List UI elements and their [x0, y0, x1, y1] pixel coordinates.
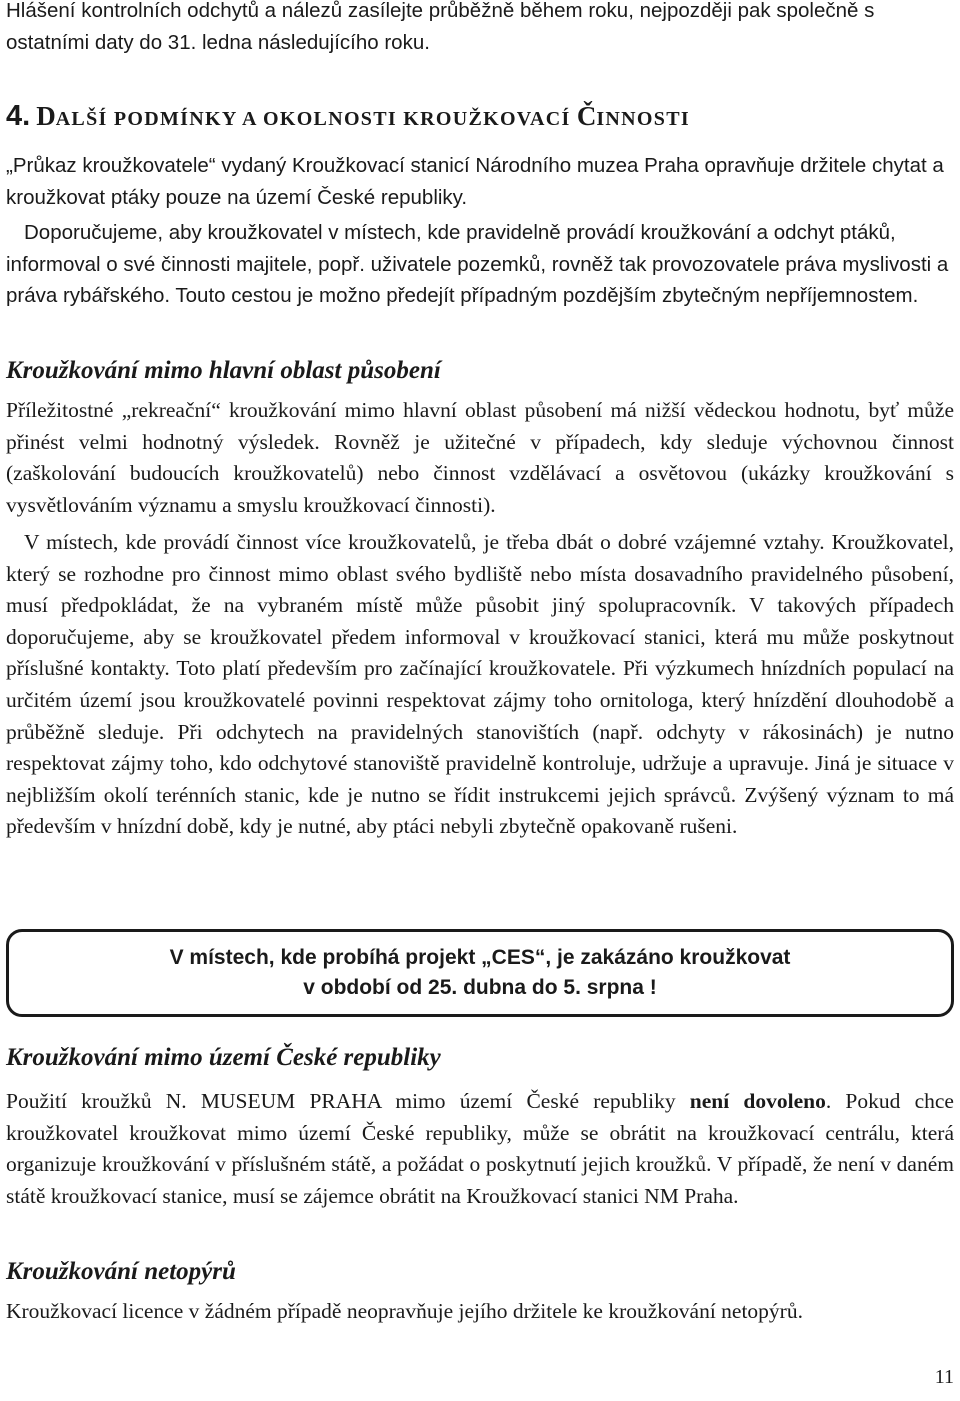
section-number: 4.: [6, 100, 31, 132]
intro-paragraph: Hlášení kontrolních odchytů a nálezů zasílejte průběžně během roku, nejpozději pak společně s ostatními daty do 31. ledna následujícího roku.: [6, 0, 875, 54]
ces-warning-line-2: v období od 25. dubna do 5. srpna !: [303, 976, 657, 999]
outside-cz-text-end: . Pokud chce kroužkovatel kroužkovat mimo území České republiky, může se obrátit na kroužkovací centrálu, která organizuje kroužkování v příslušném státě, a požádat o poskytnutí jejich kroužků. V případě, že není v daném státě kroužkovací stanice, musí se zájemce obrátit na Kroužkovací stanici NM Praha.: [6, 1089, 954, 1208]
licence-paragraph: „Průkaz kroužkovatele“ vydaný Kroužkovací stanicí Národního muzea Praha opravňuje držitele chytat a kroužkovat ptáky pouze na území České republiky.: [6, 154, 944, 209]
ces-warning-line-1: V místech, kde probíhá projekt „CES“, je zakázáno kroužkovat: [169, 946, 791, 969]
section-4-heading: [6, 100, 956, 133]
section-title-initial-2: Č: [576, 101, 597, 131]
section-title-initial: D: [36, 101, 56, 131]
outside-cz-heading: Kroužkování mimo území České republiky: [6, 1044, 441, 1071]
recommendation-paragraph: Doporučujeme, aby kroužkovatel v místech, kde pravidelně provádí kroužkování a odchyt ptáků, informoval o své činnosti majitele, popř. uživatele pozemků, rovněž tak provozovatele práva myslivosti a práva rybářského. Touto cestou je možno předejít případným pozdějším zbytečným nepříjemnostem.: [6, 221, 949, 307]
outside-main-area-heading: Kroužkování mimo hlavní oblast působení: [6, 357, 441, 384]
outside-cz-paragraph: [6, 1086, 954, 1212]
bats-heading: Kroužkování netopýrů: [6, 1258, 236, 1285]
outside-cz-text-start: Použití kroužků N. MUSEUM PRAHA mimo území České republiky: [6, 1089, 690, 1113]
section-title-part: ALŠÍ PODMÍNKY A OKOLNOSTI KROUŽKOVACÍ: [55, 108, 577, 130]
not-allowed-emphasis: není dovoleno: [689, 1089, 826, 1113]
outside-main-area-paragraph-2: V místech, kde provádí činnost více kroužkovatelů, je třeba dbát o dobré vzájemné vztahy. Kroužkovatel, který se rozhodne pro činnost mimo oblast svého bydliště nebo místa dosavadního pravidelného působení, musí předpokládat, že na vybraném místě může působit jiný spolupracovník. V takových případech doporučujeme, aby se kroužkovatel předem informoval v kroužkovací stanici, která mu může poskytnout příslušné kontakty. Toto platí především pro začínající kroužkovatele. Při výzkumech hnízdních populací na určitém území jsou kroužkovatelé povinni respektovat zájmy toho ornitologa, který hnízdění dlouhodobě a průběžně sleduje. Při odchytech na pravidelných stanovištích (např. odchyty v rákosinách) je nutno respektovat zájmy toho, kdo odchytové stanoviště pravidelně kontroluje, udržuje a upravuje. Jiná je situace v nejbližším okolí terénních stanic, kde je nutno se řídit instrukcemi jejich správců. Zvýšený význam to má především v hnízdní době, kdy je nutné, aby ptáci nebyli zbytečně opakovaně rušeni.: [6, 530, 954, 839]
outside-main-area-paragraph-1: Příležitostné „rekreační“ kroužkování mimo hlavní oblast působení má nižší vědeckou hodnotu, byť může přinést velmi hodnotný výsledek. Rovněž je užitečné v případech, kdy sleduje výchovnou činnost (zaškolování budoucích kroužkovatelů) nebo činnost vzdělávací a osvětovou (ukázky kroužkování s vysvětlováním významu a smyslu kroužkovací činnosti).: [6, 398, 954, 517]
ces-warning-box: [6, 929, 954, 1017]
bats-paragraph: Kroužkovací licence v žádném případě neopravňuje jejího držitele ke kroužkování netopýrů.: [6, 1299, 803, 1323]
page-number: 11: [934, 1366, 954, 1388]
section-title-part-2: INNOSTI: [596, 108, 690, 130]
